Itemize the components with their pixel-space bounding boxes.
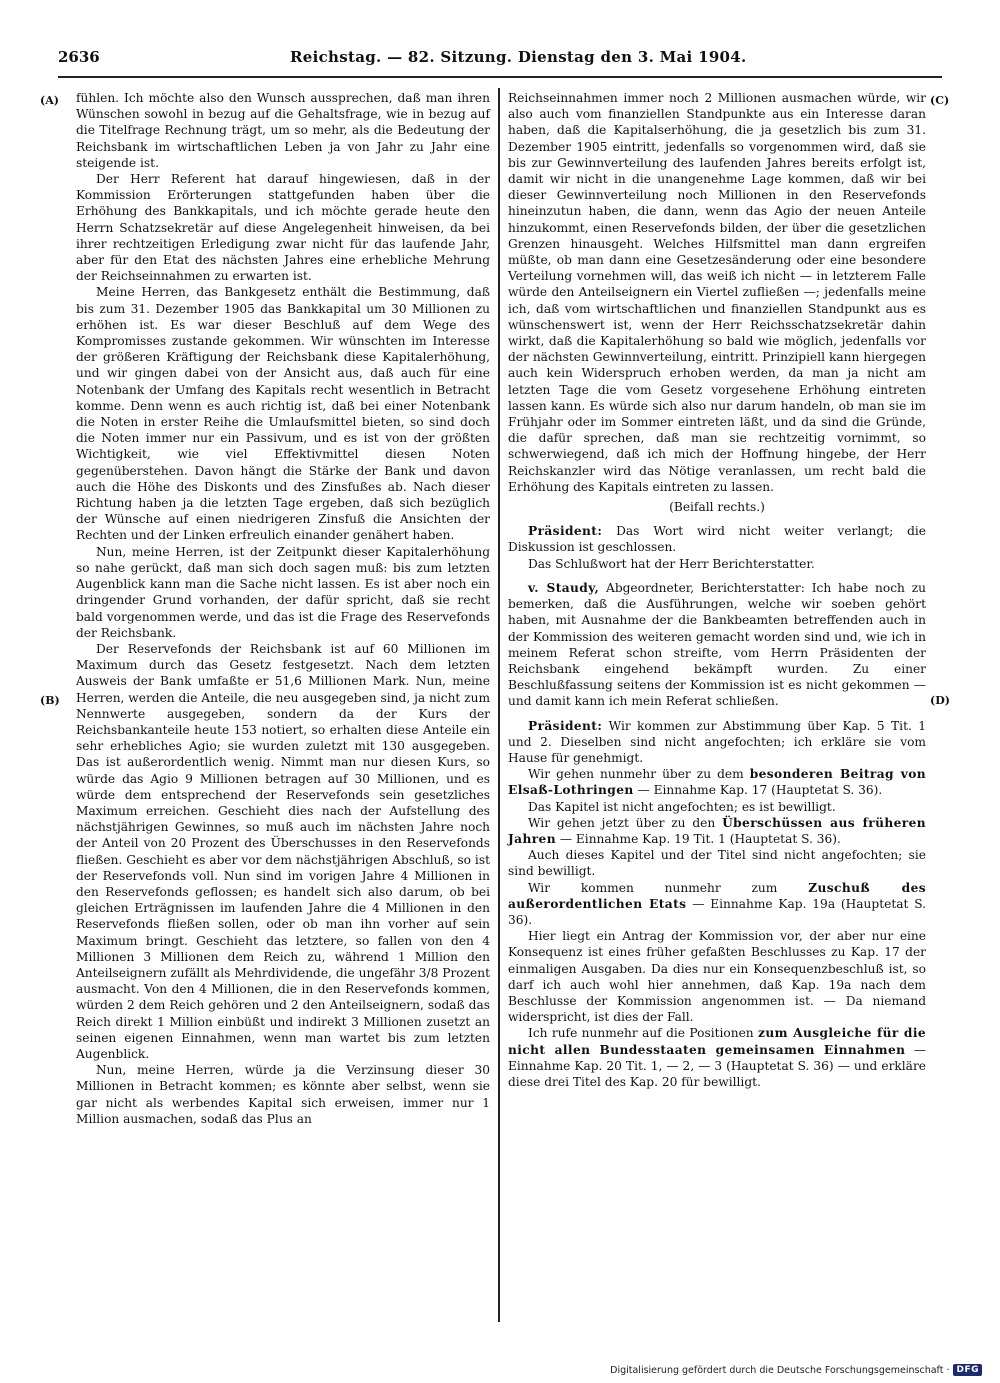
agenda-item: besonderen Beitrag von Elsaß-Lothringen: [508, 767, 926, 798]
margin-marker-a: (A): [40, 94, 59, 107]
paragraph: Der Herr Referent hat darauf hingewiesen, daß in der Kommission Erörterungen stattgefunden haben über die Erhöhung des Bankkapitals, und ich möchte gerade heute den Herrn Schatzsekretär auf diese Angelegenheit hinweisen, da bei ihrer rechtzeitigen Erledigung zwar nicht für das laufende Jahr, aber für den Etat des nächsten Jahres eine erhebliche Mehrung der Reichseinnahmen zu erwarten ist.: [76, 172, 490, 284]
paragraph: [508, 523, 926, 555]
margin-marker-c: (C): [930, 94, 950, 107]
speaker-name: Präsident:: [528, 718, 603, 733]
paragraph: Reichseinnahmen immer noch 2 Millionen ausmachen würde, wir also auch vom finanziellen Standpunkte aus ein Interesse daran haben, daß die Kapitalserhöhung, die ja gesetzlich bis zum 31. Dezember 1905 eintritt, jedenfalls so vorgenommen wird, daß sie bis zur Gewinnverteilung des laufenden Jahres bereits erfolgt ist, damit wir nicht in die unangenehme Lage kommen, daß wir bei dieser Gewinnverteilung noch Millionen in den Reservefonds hineinzutun haben, die dann, wenn das Agio der neuen Anteile hinzukommt, einen Reservefonds bilden, der über die gesetzlichen Grenzen hinausgeht. Welches Hilfsmittel man dann ergreifen müßte, ob man dann eine Gesetzesänderung oder eine besondere Verteilung vornehmen will, das weiß ich nicht — in letzterem Falle würde den Anteilseignern ein Viertel zufließen —; jedenfalls meine ich, daß vom wirtschaftlichen und finanziellen Standpunkt aus es wünschenswert ist, wenn der Herr Reichsschatzsekretär dahin wirkt, daß die Kapitalerhöhung so bald wie möglich, jedenfalls vor der nächsten Gewinnverteilung, eintritt. Prinzipiell kann hiergegen auch kein Widerspruch erhoben werden, da man ja nicht am letzten Tage die vom Gesetz vorgesehene Erhöhung eintreten lassen kann. Es würde sich also nur darum handeln, ob man sie im Frühjahr oder im Sommer eintreten läßt, und da sind die Gründe, die dafür sprechen, daß man sie rechtzeitig vornimmt, so schwerwiegend, daß ich mich der Hoffnung hingebe, der Herr Reichskanzler wird das Nötige veranlassen, um recht bald die Erhöhung des Kapitals eintreten zu lassen.: [508, 91, 926, 494]
paragraph: Das Kapitel ist nicht angefochten; es ist bewilligt.: [528, 799, 836, 814]
text-run: — Einnahme Kap. 19a (Hauptetat S. 36).: [508, 896, 926, 927]
applause-note: (Beifall rechts.): [669, 500, 765, 515]
right-column: [508, 90, 926, 1310]
speech-text: Das Wort wird nicht weiter verlangt; die Diskussion ist geschlossen.: [508, 524, 926, 555]
page-header: [58, 46, 942, 78]
agenda-item: Zuschuß des außerordentlichen Etats: [508, 880, 926, 911]
margin-marker-d: (D): [930, 694, 950, 707]
paragraph: [508, 766, 926, 798]
paragraph: Meine Herren, das Bankgesetz enthält die Bestimmung, daß bis zum 31. Dezember 1905 das Bankkapital um 30 Millionen zu erhöhen ist. Es war dieser Beschluß auf dem Wege des Kompromisses zustande gekommen. Wir wünschten im Interesse der größeren Kräftigung der Reichsbank diese Kapitalerhöhung, und wir gingen dabei von der Ansicht aus, daß auch für eine Notenbank der Umfang des Kapitals recht wesentlich in Betracht komme. Denn wenn es auch richtig ist, daß bei einer Notenbank die Noten in erster Reihe die Umlaufsmittel bieten, so sind doch die Noten immer nur ein Passivum, und es ist von der größten Wichtigkeit, wie viel Effektivmittel diesen Noten gegenüberstehen. Davon hängt die Stärke der Bank und davon auch die Höhe des Diskonts und des Zinsfußes ab. Nach dieser Richtung haben ja die letzten Tage ergeben, daß sich bezüglich der Wünsche auf einen niedrigeren Zinsfuß die Ansichten der Rechten und der Linken erfreulich einander genähert haben.: [76, 285, 490, 543]
digitization-footer: [610, 1364, 982, 1376]
paragraph: [508, 718, 926, 767]
speech-text: Wir kommen zur Abstimmung über Kap. 5 Tit. 1 und 2. Dieselben sind nicht angefochten; ich erkläre sie vom Hause für genehmigt.: [508, 718, 926, 765]
paragraph: [508, 1025, 926, 1090]
paragraph: Nun, meine Herren, würde ja die Verzinsung dieser 30 Millionen in Betracht kommen; es könnte aber selbst, wenn sie gar nicht als werbendes Kapital sich erweisen, immer nur 1 Million ausmachen, sodaß das Plus an: [76, 1063, 490, 1126]
text-run: Ich rufe nunmehr auf die Positionen: [528, 1026, 759, 1041]
text-run: Wir kommen nunmehr zum: [528, 880, 809, 895]
text-run: — Einnahme Kap. 19 Tit. 1 (Hauptetat S. 36).: [555, 831, 841, 846]
speaker-name: Präsident:: [528, 524, 603, 539]
margin-marker-b: (B): [40, 694, 60, 707]
text-run: Wir gehen nunmehr über zu dem: [528, 767, 750, 782]
paragraph: fühlen. Ich möchte also den Wunsch aussprechen, daß man ihren Wünschen sowohl in bezug auf die Gehaltsfrage, wie in bezug auf die Titelfrage Rechnung trägt, um so mehr, als die Bedeutung der Reichsbank im wirtschaftlichen Leben ja von Jahr zu Jahr eine steigende ist.: [76, 91, 490, 170]
paragraph: [508, 880, 926, 929]
paragraph: Das Schlußwort hat der Herr Berichterstatter.: [528, 556, 815, 571]
left-column: [76, 90, 490, 1310]
dfg-logo-icon: DFG: [953, 1364, 982, 1376]
page-running-title: Reichstag. — 82. Sitzung. Dienstag den 3. Mai 1904.: [290, 48, 747, 66]
paragraph: Auch dieses Kapitel und der Titel sind nicht angefochten; sie sind bewilligt.: [508, 848, 926, 879]
speech-text: Abgeordneter, Berichterstatter: Ich habe noch zu bemerken, daß die Ausführungen, welche wir soeben gehört haben, mit Ausnahme der die Bankbeamten betreffenden auch in der Kommission des weiteren gemacht worden sind und, wie ich in meinem Referat schon streifte, vom Herrn Präsidenten der Reichsbank eingehend bekämpft wurden. Zu einer Beschlußfassung seitens der Kommission ist es nicht gekommen — und damit kann ich mein Referat schließen.: [508, 580, 926, 709]
text-run: Wir gehen jetzt über zu den: [528, 815, 723, 830]
paragraph: [508, 580, 926, 710]
paragraph: Der Reservefonds der Reichsbank ist auf 60 Millionen im Maximum durch das Gesetz festgesetzt. Nach dem letzten Ausweis der Bank umfaßte er 51,6 Millionen Mark. Nun, meine Herren, werden die Anteile, die neu ausgegeben sind, ja nicht zum Nennwerte ausgegeben, sondern da der Kurs der Reichsbankanteile heute 153 notiert, so erhalten diese Anteile ein sehr erhebliches Agio; sie wurden zuletzt mit 130 ausgegeben. Das ist außerordentlich wenig. Nimmt man nur diesen Kurs, so würde das Agio 9 Millionen betragen auf 30 Millionen, und es würde dem entsprechend der Reservefonds sein gesetzliches Maximum erreichen. Geschieht dies nach der Aufstellung des nächstjährigen Gewinnes, so muß auch im nächsten Jahre noch der Anteil von 20 Prozent des Überschusses in den Reservefonds fließen. Geschieht es aber vor dem nächstjährigen Abschluß, so ist der Reservefonds voll. Nun sind im vorigen Jahre 4 Millionen in den Reservefonds geflossen; es handelt sich also darum, ob bei gleichen Erträgnissen im laufenden Jahre die 4 Millionen in den Reservefonds fließen sollen, oder ob man ihn vorher auf sein Maximum bringt. Geschieht das letztere, so fallen von den 4 Millionen 3 Millionen dem Reich zu, während 1 Million den Anteilseignern zufällt als Mehrdividende, die ungefähr 3/8 Prozent ausmacht. Von den 4 Millionen, die in den Reservefonds kommen, würden 2 dem Reich gehören und 2 den Anteilseignern, sodaß das Reich direkt 1 Million einbüßt und indirekt 3 Millionen zusetzt an seinen eigenen Einnahmen, wenn man wartet bis zum letzten Augenblick.: [76, 641, 491, 1061]
column-divider: [498, 88, 500, 1322]
text-run: — Einnahme Kap. 20 Tit. 1, — 2, — 3 (Hauptetat S. 36) — und erkläre diese drei Titel des Kap. 20 für bewilligt.: [508, 1042, 927, 1089]
speaker-name: v. Staudy,: [528, 580, 600, 595]
paragraph: Hier liegt ein Antrag der Kommission vor, der aber nur eine Konsequenz ist eines früher gefaßten Beschlusses zu Kap. 17 der einmaligen Ausgaben. Da dies nur ein Konsequenzbeschluß ist, so darf ich auch wohl hier annehmen, daß Kap. 19a nach dem Beschlusse der Kommission angenommen ist. — Da niemand widerspricht, ist dies der Fall.: [508, 929, 926, 1025]
agenda-item: zum Ausgleiche für die nicht allen Bundesstaaten gemeinsamen Einnahmen: [508, 1026, 927, 1057]
paragraph: [508, 815, 926, 847]
page-number: 2636: [58, 48, 100, 66]
paragraph: Nun, meine Herren, ist der Zeitpunkt dieser Kapitalerhöhung so nahe gerückt, daß man sich doch sagen muß: bis zum letzten Augenblick kann man die Sache nicht lassen. Es ist aber noch ein dringender Grund vorhanden, der dafür spricht, daß sie recht bald vorgenommen werde, und das ist die Frage des Reservefonds der Reichsbank.: [76, 544, 490, 640]
text-run: — Einnahme Kap. 17 (Hauptetat S. 36).: [633, 783, 883, 798]
footer-text: Digitalisierung gefördert durch die Deutsche Forschungsgemeinschaft ·: [610, 1364, 950, 1376]
agenda-item: Überschüssen aus früheren Jahren: [508, 815, 926, 846]
